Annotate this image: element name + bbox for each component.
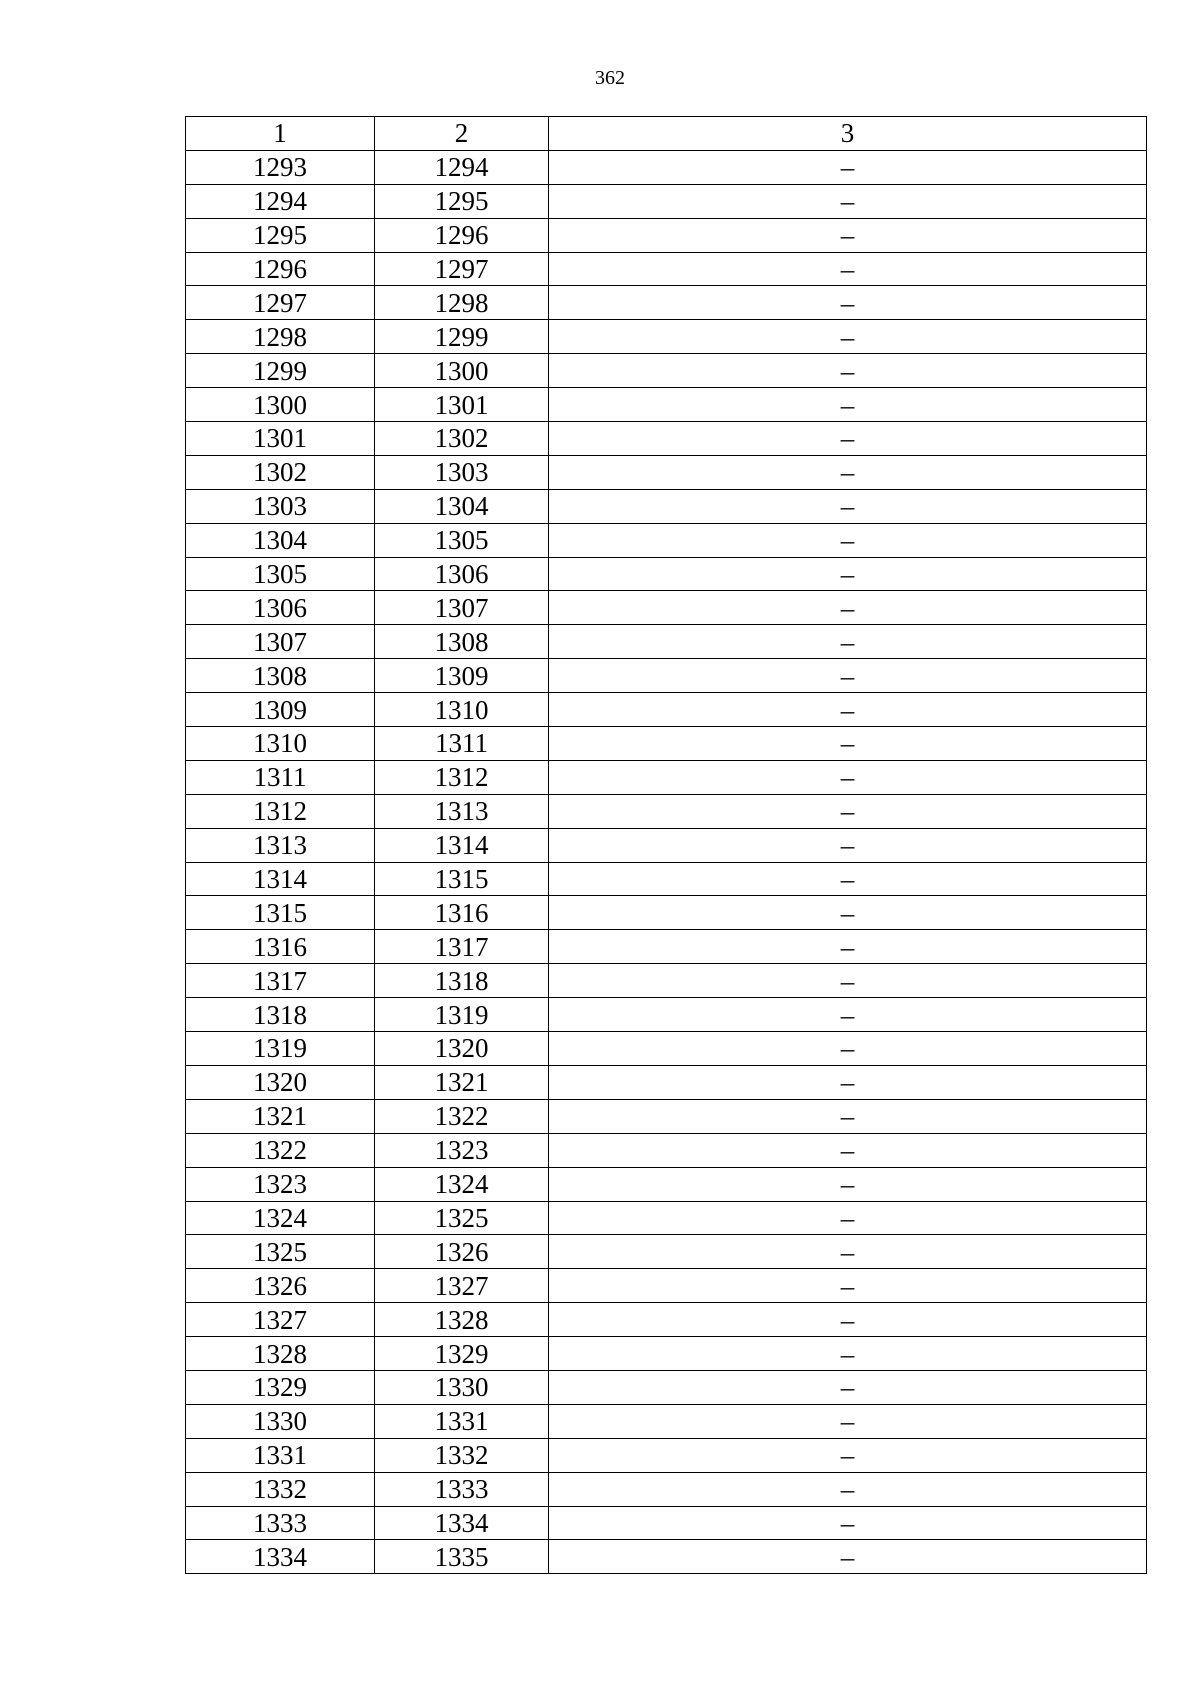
table-cell-col-2: 1334 <box>375 1506 549 1540</box>
table-cell-col-1: 1313 <box>186 828 375 862</box>
table-row <box>186 1201 1147 1235</box>
table-cell-col-3: – <box>549 625 1147 659</box>
page-number: 362 <box>595 67 625 89</box>
table-cell-col-3: – <box>549 1235 1147 1269</box>
table-cell-col-1: 1309 <box>186 693 375 727</box>
table-cell-col-3: – <box>549 1065 1147 1099</box>
table-row <box>186 625 1147 659</box>
table-row <box>186 862 1147 896</box>
table-row <box>186 252 1147 286</box>
table-cell-col-2: 1319 <box>375 998 549 1032</box>
table-cell-col-2: 1303 <box>375 455 549 489</box>
table-cell-col-3: – <box>549 693 1147 727</box>
table-cell-col-3: – <box>549 964 1147 998</box>
table-row <box>186 286 1147 320</box>
table-cell-col-3: – <box>549 930 1147 964</box>
table-row <box>186 489 1147 523</box>
table-cell-col-1: 1322 <box>186 1133 375 1167</box>
table-header <box>186 117 1147 151</box>
table-row <box>186 1099 1147 1133</box>
table-row <box>186 455 1147 489</box>
table-cell-col-2: 1320 <box>375 1032 549 1066</box>
table-cell-col-2: 1301 <box>375 388 549 422</box>
table-cell-col-2: 1312 <box>375 760 549 794</box>
table-cell-col-1: 1332 <box>186 1472 375 1506</box>
table-cell-col-1: 1311 <box>186 760 375 794</box>
table-cell-col-3: – <box>549 896 1147 930</box>
table-cell-col-1: 1321 <box>186 1099 375 1133</box>
column-header-2: 2 <box>375 117 549 151</box>
table-row <box>186 1404 1147 1438</box>
table-cell-col-2: 1295 <box>375 184 549 218</box>
table-cell-col-1: 1315 <box>186 896 375 930</box>
table-cell-col-1: 1293 <box>186 150 375 184</box>
table-body <box>186 150 1147 1573</box>
table-row <box>186 388 1147 422</box>
table-cell-col-2: 1306 <box>375 557 549 591</box>
table-row <box>186 1133 1147 1167</box>
table-cell-col-2: 1314 <box>375 828 549 862</box>
table-cell-col-1: 1318 <box>186 998 375 1032</box>
table-row <box>186 218 1147 252</box>
table-cell-col-1: 1331 <box>186 1438 375 1472</box>
table-cell-col-2: 1333 <box>375 1472 549 1506</box>
table-row <box>186 760 1147 794</box>
table-cell-col-2: 1305 <box>375 523 549 557</box>
table-cell-col-1: 1320 <box>186 1065 375 1099</box>
table-cell-col-2: 1328 <box>375 1303 549 1337</box>
table-cell-col-3: – <box>549 1269 1147 1303</box>
table-cell-col-1: 1294 <box>186 184 375 218</box>
table-cell-col-2: 1323 <box>375 1133 549 1167</box>
table-cell-col-1: 1310 <box>186 727 375 761</box>
table-cell-col-3: – <box>549 591 1147 625</box>
table-header-row <box>186 117 1147 151</box>
table-row <box>186 150 1147 184</box>
table-cell-col-1: 1328 <box>186 1337 375 1371</box>
table-cell-col-2: 1302 <box>375 422 549 456</box>
table-cell-col-3: – <box>549 489 1147 523</box>
table-cell-col-3: – <box>549 422 1147 456</box>
table-cell-col-3: – <box>549 286 1147 320</box>
table-cell-col-1: 1298 <box>186 320 375 354</box>
table-cell-col-2: 1299 <box>375 320 549 354</box>
table-cell-col-1: 1308 <box>186 659 375 693</box>
table-cell-col-3: – <box>549 1133 1147 1167</box>
table-row <box>186 794 1147 828</box>
table-cell-col-3: – <box>549 1099 1147 1133</box>
table-cell-col-1: 1329 <box>186 1370 375 1404</box>
table-cell-col-1: 1325 <box>186 1235 375 1269</box>
table-cell-col-2: 1294 <box>375 150 549 184</box>
table-row <box>186 184 1147 218</box>
table-row <box>186 896 1147 930</box>
table-cell-col-2: 1329 <box>375 1337 549 1371</box>
table-cell-col-3: – <box>549 354 1147 388</box>
table-row <box>186 557 1147 591</box>
table-cell-col-2: 1331 <box>375 1404 549 1438</box>
data-table <box>185 116 1147 1574</box>
table-row <box>186 1303 1147 1337</box>
table-row <box>186 1337 1147 1371</box>
table-row <box>186 828 1147 862</box>
table-cell-col-3: – <box>549 388 1147 422</box>
table-cell-col-3: – <box>549 252 1147 286</box>
table-cell-col-1: 1324 <box>186 1201 375 1235</box>
table-cell-col-2: 1308 <box>375 625 549 659</box>
table-cell-col-2: 1321 <box>375 1065 549 1099</box>
table-cell-col-1: 1300 <box>186 388 375 422</box>
table-cell-col-2: 1322 <box>375 1099 549 1133</box>
table-row <box>186 964 1147 998</box>
table-cell-col-3: – <box>549 1167 1147 1201</box>
table-cell-col-2: 1324 <box>375 1167 549 1201</box>
table-row <box>186 1370 1147 1404</box>
table-row <box>186 1506 1147 1540</box>
table-cell-col-2: 1335 <box>375 1540 549 1574</box>
table-cell-col-1: 1333 <box>186 1506 375 1540</box>
table-cell-col-3: – <box>549 1337 1147 1371</box>
table-cell-col-2: 1310 <box>375 693 549 727</box>
table-cell-col-2: 1330 <box>375 1370 549 1404</box>
table-cell-col-2: 1311 <box>375 727 549 761</box>
table-cell-col-2: 1327 <box>375 1269 549 1303</box>
table-cell-col-1: 1327 <box>186 1303 375 1337</box>
table-cell-col-1: 1326 <box>186 1269 375 1303</box>
table-cell-col-1: 1296 <box>186 252 375 286</box>
table-cell-col-3: – <box>549 184 1147 218</box>
table-cell-col-3: – <box>549 1370 1147 1404</box>
table-cell-col-3: – <box>549 659 1147 693</box>
table-cell-col-1: 1301 <box>186 422 375 456</box>
table-cell-col-3: – <box>549 1506 1147 1540</box>
table-cell-col-3: – <box>549 557 1147 591</box>
table-cell-col-1: 1299 <box>186 354 375 388</box>
table-row <box>186 1032 1147 1066</box>
table-cell-col-2: 1298 <box>375 286 549 320</box>
table-cell-col-1: 1307 <box>186 625 375 659</box>
table-cell-col-2: 1325 <box>375 1201 549 1235</box>
table-row <box>186 422 1147 456</box>
table-cell-col-2: 1313 <box>375 794 549 828</box>
table-row <box>186 523 1147 557</box>
table-cell-col-1: 1303 <box>186 489 375 523</box>
table-cell-col-1: 1306 <box>186 591 375 625</box>
table-cell-col-1: 1295 <box>186 218 375 252</box>
table-row <box>186 998 1147 1032</box>
table-cell-col-1: 1297 <box>186 286 375 320</box>
table-cell-col-2: 1307 <box>375 591 549 625</box>
table-cell-col-2: 1318 <box>375 964 549 998</box>
table-cell-col-3: – <box>549 1201 1147 1235</box>
table-cell-col-1: 1305 <box>186 557 375 591</box>
table-cell-col-3: – <box>549 1303 1147 1337</box>
table-row <box>186 320 1147 354</box>
table-cell-col-1: 1330 <box>186 1404 375 1438</box>
table-cell-col-3: – <box>549 794 1147 828</box>
table-cell-col-3: – <box>549 760 1147 794</box>
table-cell-col-3: – <box>549 1472 1147 1506</box>
table-cell-col-3: – <box>549 828 1147 862</box>
table-cell-col-2: 1309 <box>375 659 549 693</box>
table-cell-col-2: 1317 <box>375 930 549 964</box>
table-cell-col-3: – <box>549 523 1147 557</box>
column-header-1: 1 <box>186 117 375 151</box>
table-cell-col-1: 1334 <box>186 1540 375 1574</box>
table-cell-col-1: 1304 <box>186 523 375 557</box>
table-row <box>186 1065 1147 1099</box>
table-row <box>186 1269 1147 1303</box>
table-cell-col-3: – <box>549 727 1147 761</box>
table-cell-col-2: 1315 <box>375 862 549 896</box>
table-row <box>186 693 1147 727</box>
table-cell-col-2: 1300 <box>375 354 549 388</box>
table-cell-col-2: 1332 <box>375 1438 549 1472</box>
table-cell-col-3: – <box>549 862 1147 896</box>
table-row <box>186 727 1147 761</box>
table-cell-col-2: 1304 <box>375 489 549 523</box>
table-cell-col-2: 1296 <box>375 218 549 252</box>
table-cell-col-1: 1323 <box>186 1167 375 1201</box>
table-cell-col-1: 1312 <box>186 794 375 828</box>
table-cell-col-1: 1319 <box>186 1032 375 1066</box>
table-cell-col-2: 1316 <box>375 896 549 930</box>
table-cell-col-3: – <box>549 320 1147 354</box>
table-cell-col-1: 1316 <box>186 930 375 964</box>
table-cell-col-3: – <box>549 1540 1147 1574</box>
table-cell-col-3: – <box>549 455 1147 489</box>
table-row <box>186 1235 1147 1269</box>
table-row <box>186 1438 1147 1472</box>
table-cell-col-3: – <box>549 150 1147 184</box>
table-cell-col-3: – <box>549 1404 1147 1438</box>
table-row <box>186 1167 1147 1201</box>
table-cell-col-3: – <box>549 218 1147 252</box>
table-cell-col-1: 1317 <box>186 964 375 998</box>
table-cell-col-2: 1297 <box>375 252 549 286</box>
table-row <box>186 591 1147 625</box>
table-row <box>186 354 1147 388</box>
table-cell-col-3: – <box>549 1032 1147 1066</box>
table-row <box>186 1472 1147 1506</box>
table-cell-col-3: – <box>549 1438 1147 1472</box>
table-cell-col-1: 1314 <box>186 862 375 896</box>
table-cell-col-2: 1326 <box>375 1235 549 1269</box>
table-row <box>186 1540 1147 1574</box>
column-header-3: 3 <box>549 117 1147 151</box>
table-row <box>186 930 1147 964</box>
table-cell-col-1: 1302 <box>186 455 375 489</box>
table-row <box>186 659 1147 693</box>
table-cell-col-3: – <box>549 998 1147 1032</box>
